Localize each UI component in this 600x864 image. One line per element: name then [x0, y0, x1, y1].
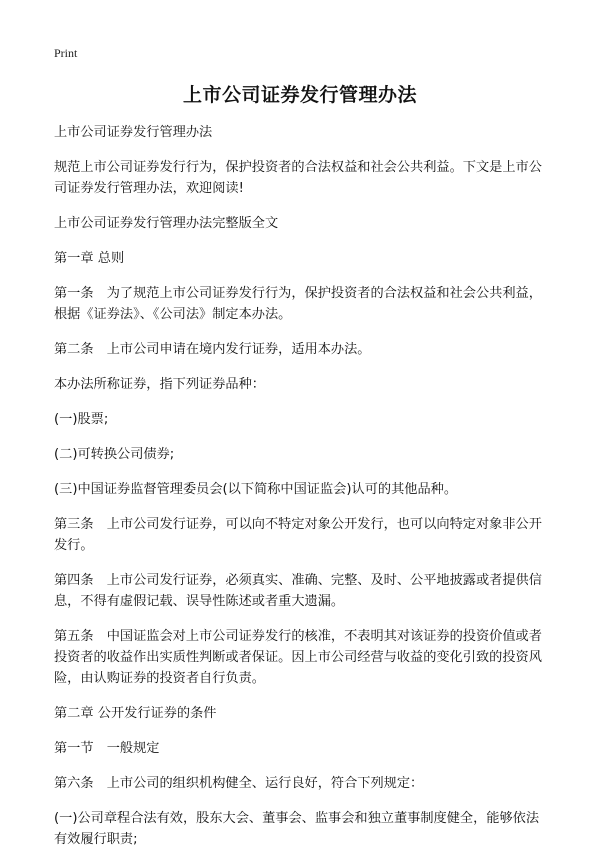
paragraph-intro: 规范上市公司证券发行行为，保护投资者的合法权益和社会公共利益。下文是上市公司证券发行管理办法，欢迎阅读! [54, 160, 542, 196]
paragraph-subtitle: 上市公司证券发行管理办法 [54, 125, 213, 140]
chapter-heading: 第二章 公开发行证券的条件 [54, 706, 217, 721]
print-label: Print [54, 46, 78, 60]
list-item: (三)中国证券监督管理委员会(以下简称中国证监会)认可的其他品种。 [54, 482, 458, 497]
list-item: (一)股票; [54, 412, 109, 427]
article-paragraph: 第三条 上市公司发行证券，可以向不特定对象公开发行，也可以向特定对象非公开发行。 [54, 517, 542, 553]
article-paragraph: 第四条 上市公司发行证券，必须真实、准确、完整、及时、公平地披露或者提供信息，不得有虚假记载、误导性陈述或者重大遗漏。 [54, 573, 542, 609]
article-paragraph: 第五条 中国证监会对上市公司证券发行的核准，不表明其对该证券的投资价值或者投资者的收益作出实质性判断或者保证。因上市公司经营与收益的变化引致的投资风险，由认购证券的投资者自行负责。 [54, 629, 542, 686]
article-paragraph: 第二条 上市公司申请在境内发行证券，适用本办法。 [54, 342, 371, 357]
paragraph-fulltext-heading: 上市公司证券发行管理办法完整版全文 [54, 216, 279, 231]
list-item: (二)可转换公司债券; [54, 447, 175, 462]
paragraph: 本办法所称证券，指下列证券品种： [54, 377, 265, 392]
page-title: 上市公司证券发行管理办法 [182, 84, 417, 106]
article-paragraph: 第一条 为了规范上市公司证券发行行为，保护投资者的合法权益和社会公共利益，根据《证券法》、《公司法》制定本办法。 [54, 286, 542, 322]
section-heading: 第一节 一般规定 [54, 741, 160, 756]
article-paragraph: 第六条 上市公司的组织机构健全、运行良好，符合下列规定： [54, 776, 424, 791]
list-item: (一)公司章程合法有效，股东大会、董事会、监事会和独立董事制度健全，能够依法有效履行职责; [54, 811, 540, 847]
chapter-heading: 第一章 总则 [54, 251, 125, 266]
document-body [54, 122, 550, 864]
